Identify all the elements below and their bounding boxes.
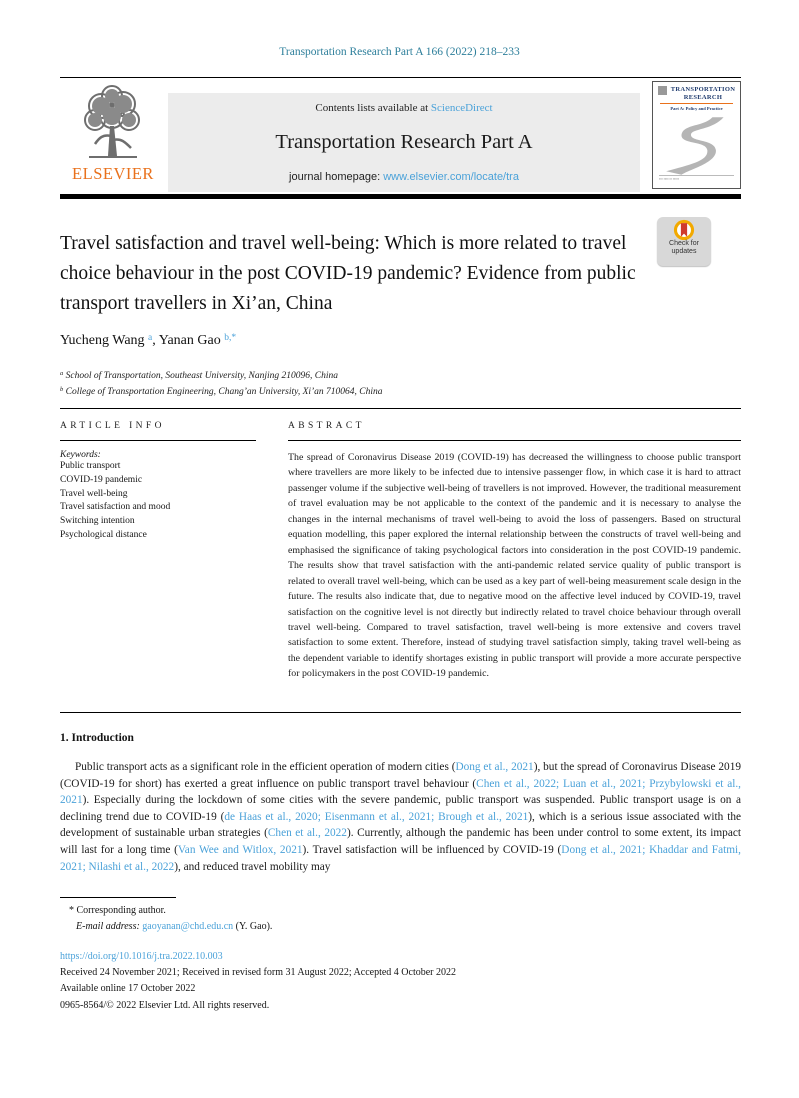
text-run: ). Especially during the lockdown of some cities with the severe pandemic, public transport was suspended. Public transport usage is on a declining trend due to COVID-19 ( [60,794,741,823]
text-link[interactable]: Chen et al., 2022 [267,827,347,840]
email-line [60,919,560,935]
cover-title: TRANSPORTATION RESEARCH [670,86,736,101]
publication-info [60,949,456,1014]
text-link[interactable]: gaoyanan@chd.edu.cn [142,921,234,932]
keyword-item: Travel well-being [60,488,128,499]
affiliation-line [60,385,383,401]
cover-publisher-mark [658,86,667,95]
text-run: E-mail address: [76,921,143,932]
doi-link[interactable]: https://doi.org/10.1016/j.tra.2022.10.003 [60,951,223,962]
text-link[interactable]: Chen et al., 2022; Luan et al., 2021; Przybylowski et al., 2021 [60,777,741,807]
text-run: ), and reduced travel mobility may [174,860,331,873]
keyword-item: Public transport [60,461,121,471]
text-link[interactable]: b,* [224,332,237,343]
text-run: , Yanan Gao [152,333,225,348]
keyword-item: COVID-19 pandemic [60,474,143,485]
elsevier-wordmark: ELSEVIER [72,164,154,183]
keyword-item: Travel satisfaction and mood [60,502,171,513]
abstract-text: The spread of Coronavirus Disease 2019 (COVID-19) has decreased the willingness to choose public transport where travellers are more likely to be infected due to intensive passenger flow, in which case it is hard to attract passenger volume if the subjective well-being of travellers is not improved. However, the traditional measurement of travel evaluation may be not applicable to the context of the pandemic and it is necessary to analyse the changes in the internal mechanisms of travel well-being to avoid the loss of passengers. Based on structural equation modelling, this paper explored the internal relationship between the constructs of travel well-being and emphasised the significance of taking psychological factors into consideration in the post COVID-19 pandemic. The results show that travel satisfaction with the anti-pandemic related service quality of public transport is related to overall travel well-being, which can be used as a key part of well-being measurement scale design in the future. The results also indicate that, due to negative mood on the affective level induced by COVID-19, travel satisfaction on the cognitive level is not directly but indirectly related to travel choice behaviour through overall travel well-being. Compared to travel satisfaction, travel well-being is more extensive and covers travel satisfaction to some extent. Therefore, instead of studying travel satisfaction simply, taking travel well-being as the dependent variable to identify shortages existing in public transport will provide a more accurate perspective for policymakers in the post COVID-19 pandemic. [288,452,741,680]
info-section-top-rule [60,408,741,409]
journal-title: Transportation Research Part A [275,131,533,153]
text-run: Yucheng Wang [60,333,149,348]
banner-center [168,93,640,192]
text-run: ). Travel satisfaction will be influenced by COVID-19 ( [302,843,562,856]
text-run: (Y. Gao). [233,921,273,932]
affiliation-text: College of Transportation Engineering, Chang’an University, Xi’an 710064, China [63,386,383,397]
homepage-link[interactable]: www.elsevier.com/locate/tra [383,171,519,183]
text-link[interactable]: Dong et al., 2021; Khaddar and Fatmi, 2021; Nilashi et al., 2022 [60,843,741,873]
text-link[interactable]: a [148,332,153,343]
affiliation-text: School of Transportation, Southeast University, Nanjing 210096, China [63,371,338,381]
received-line: Received 24 November 2021; Received in revised form 31 August 2022; Accepted 4 October 2022 [60,967,457,979]
cover-divider [660,103,733,104]
contents-line [168,102,640,114]
cover-footer-lines: ▪▪▪ ▪▪▪▪ ▪▪ ▪▪▪▪▪ [659,175,734,181]
homepage-line [168,171,640,183]
text-link[interactable]: Dong et al., 2021 [455,761,534,773]
text-run: ). Currently, although the pandemic has been under control to some extent, its impact will last for a long time ( [60,827,741,856]
footnote-rule [60,897,176,898]
article-info-header: ARTICLE INFO [60,421,165,431]
winding-road-icon [661,111,733,175]
check-for-updates-badge[interactable] [657,217,711,266]
affiliation-sup: a [60,370,64,378]
info-section-bottom-rule [60,712,741,713]
footnote-block [60,897,560,935]
check-updates-bookmark-icon [673,219,695,241]
introduction-paragraph [60,759,741,875]
corresponding-author-note: * Corresponding author. [69,905,166,916]
journal-citation[interactable]: Transportation Research Part A 166 (2022) 218–233 [279,46,520,58]
keywords-list [60,460,256,543]
section-heading-introduction: 1. Introduction [60,732,134,744]
text-link[interactable]: de Haas et al., 2020; Eisenmann et al., 2021; Brough et al., 2021 [224,810,529,823]
text-run: Public transport acts as a significant role in the efficient operation of modern cities ( [75,761,456,773]
affiliation-sup: b [60,385,64,393]
copyright-line: 0965-8564/© 2022 Elsevier Ltd. All rights reserved. [60,999,270,1011]
keywords-label: Keywords: [60,450,101,460]
sciencedirect-link[interactable]: ScienceDirect [430,102,493,114]
affiliation-line [60,369,383,385]
text-link[interactable]: Van Wee and Witlox, 2021 [177,843,303,856]
article-info-column [60,421,256,543]
journal-cover-thumbnail[interactable] [652,81,741,189]
article-info-header-rule [60,440,256,441]
text-run: ), which is a serious issue associated with the development of sustainable urban strategies ( [60,810,741,840]
elsevier-tree-icon [77,84,149,166]
author-line [60,333,236,349]
header-rule [60,194,741,199]
abstract-column [288,421,741,682]
keyword-item: Psychological distance [60,529,147,540]
contents-prefix: Contents lists available at [315,102,431,114]
text-run: ), but the spread of Coronavirus Disease 2019 (COVID-19 for short) has exerted a great influence on public transport travel behaviour ( [60,761,741,790]
check-updates-label: Check for updates [669,240,699,255]
elsevier-logo[interactable] [60,84,166,192]
affiliations [60,369,383,400]
journal-banner [60,77,741,194]
available-online-line: Available online 17 October 2022 [60,983,196,995]
abstract-header-rule [288,440,741,441]
homepage-prefix: journal homepage: [289,171,384,183]
keyword-item: Switching intention [60,516,135,527]
cover-subtitle: Part A: Policy and Practice [670,106,723,111]
article-title: Travel satisfaction and travel well-being: Which is more related to travel choice behaviour in the post COVID-19 pandemic? Evidence from public transport travellers in Xi’an, China [60,233,636,314]
abstract-header: ABSTRACT [288,421,365,431]
